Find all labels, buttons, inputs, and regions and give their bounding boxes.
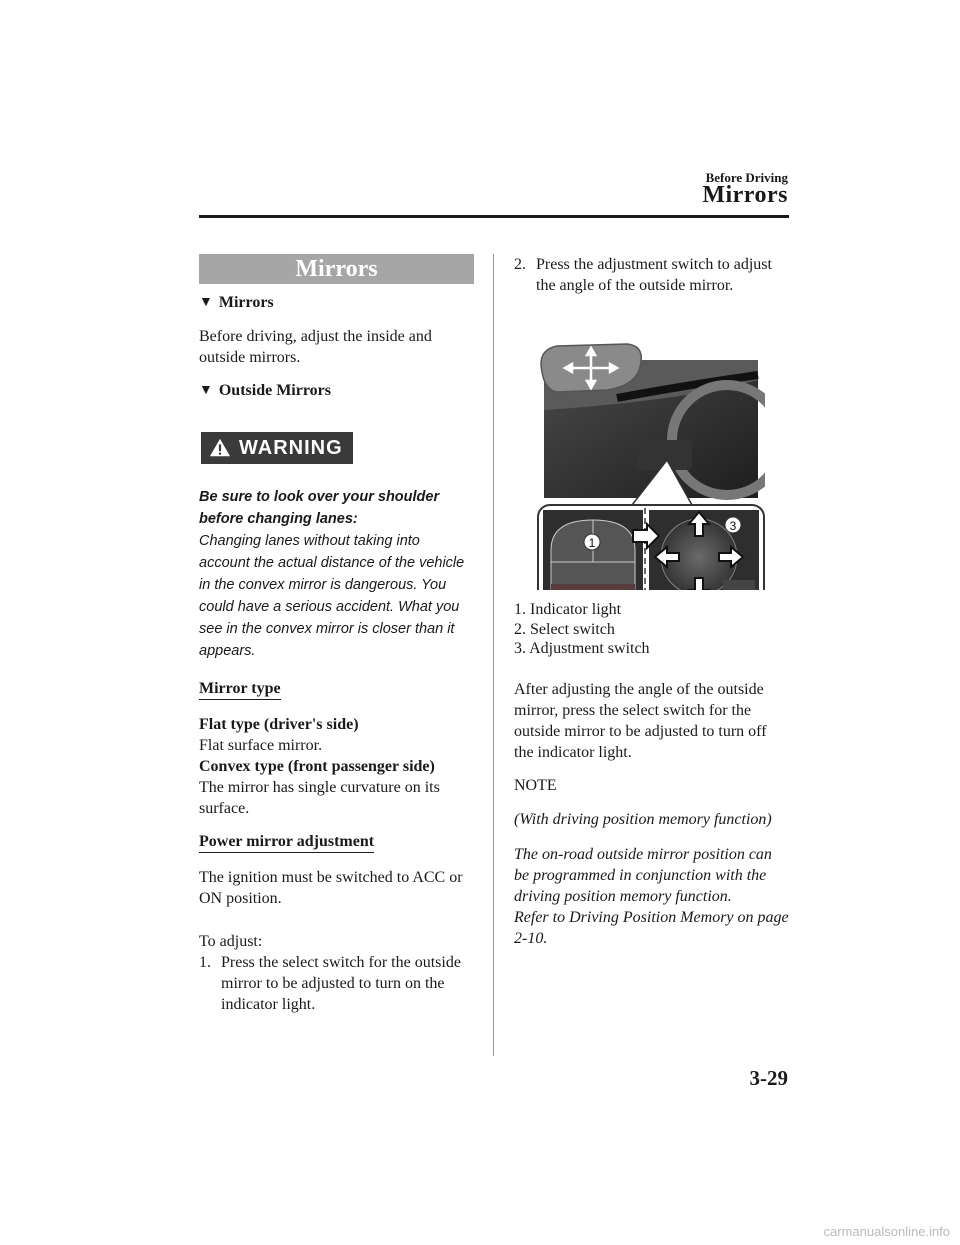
after-adjust-text: After adjusting the angle of the outside mirror, press the select switch for the outside mirror to be adjusted to turn off the indicator light. — [514, 680, 767, 761]
step-2-number: 2. — [514, 256, 526, 273]
header-title: Mirrors — [702, 182, 788, 208]
legend-item-1: 1. Indicator light — [514, 601, 622, 618]
step-2 — [514, 254, 789, 296]
heading-outside-mirrors — [199, 382, 474, 400]
warning-lead: Be sure to look over your shoulder before changing lanes: — [199, 489, 440, 527]
convex-type-title: Convex type (front passenger side) — [199, 758, 435, 775]
warning-body: Changing lanes without taking into account the actual distance of the vehicle in the convex mirror is dangerous. You could have a serious accident. What you see in the convex mirror is closer than it appears. — [199, 533, 465, 659]
heading-mirrors — [199, 294, 474, 312]
step-2-text: Press the adjustment switch to adjust the angle of the outside mirror. — [536, 256, 772, 294]
figure-label-3: 3 — [729, 519, 737, 533]
note-body-text: The on-road outside mirror position can be programmed in conjunction with the driving position memory function. — [514, 845, 772, 905]
figure-label-1: 1 — [588, 536, 596, 550]
warning-badge — [201, 432, 353, 464]
warning-text — [199, 486, 474, 662]
mirror-switch-figure — [537, 300, 765, 590]
intro-text: Before driving, adjust the inside and outside mirrors. — [199, 328, 432, 366]
step-1 — [199, 952, 474, 1015]
to-adjust-label: To adjust: — [199, 933, 263, 950]
triangle-down-icon: ▼ — [199, 383, 213, 398]
note-reference: Refer to Driving Position Memory on page 2-10. — [514, 908, 789, 947]
watermark: carmanualsonline.info — [823, 1224, 950, 1239]
step-1-text: Press the select switch for the outside mirror to be adjusted to turn on the indicator light. — [221, 954, 461, 1013]
heading-mirrors-text: Mirrors — [218, 294, 274, 311]
note-title: (With driving position memory function) — [514, 810, 772, 828]
warning-icon — [209, 437, 231, 459]
warning-label: WARNING — [239, 436, 343, 459]
flat-type-title: Flat type (driver's side) — [199, 716, 359, 733]
legend-item-2: 2. Select switch — [514, 620, 615, 638]
column-divider — [493, 254, 494, 1056]
heading-outside-mirrors-text: Outside Mirrors — [218, 382, 331, 399]
convex-type-body: The mirror has single curvature on its surface. — [199, 779, 440, 817]
note-label: NOTE — [514, 776, 557, 794]
mirror-type-block — [199, 714, 474, 819]
mirror-type-title: Mirror type — [199, 680, 281, 700]
power-mirror-body: The ignition must be switched to ACC or ON position. — [199, 869, 463, 907]
note-body — [514, 844, 789, 949]
figure-legend — [514, 600, 789, 659]
triangle-down-icon: ▼ — [199, 295, 213, 310]
power-mirror-title: Power mirror adjustment — [199, 833, 374, 853]
section-banner: Mirrors — [199, 254, 474, 284]
right-column — [514, 254, 789, 963]
flat-type-body: Flat surface mirror. — [199, 737, 323, 754]
legend-item-3: 3. Adjustment switch — [514, 640, 650, 657]
step-1-number: 1. — [199, 954, 211, 971]
header-section: Before Driving — [705, 170, 788, 185]
header-rule — [199, 215, 789, 218]
left-column — [199, 254, 474, 1015]
page-number: 3-29 — [749, 1066, 788, 1090]
mirror-switch-illustration — [537, 300, 765, 590]
